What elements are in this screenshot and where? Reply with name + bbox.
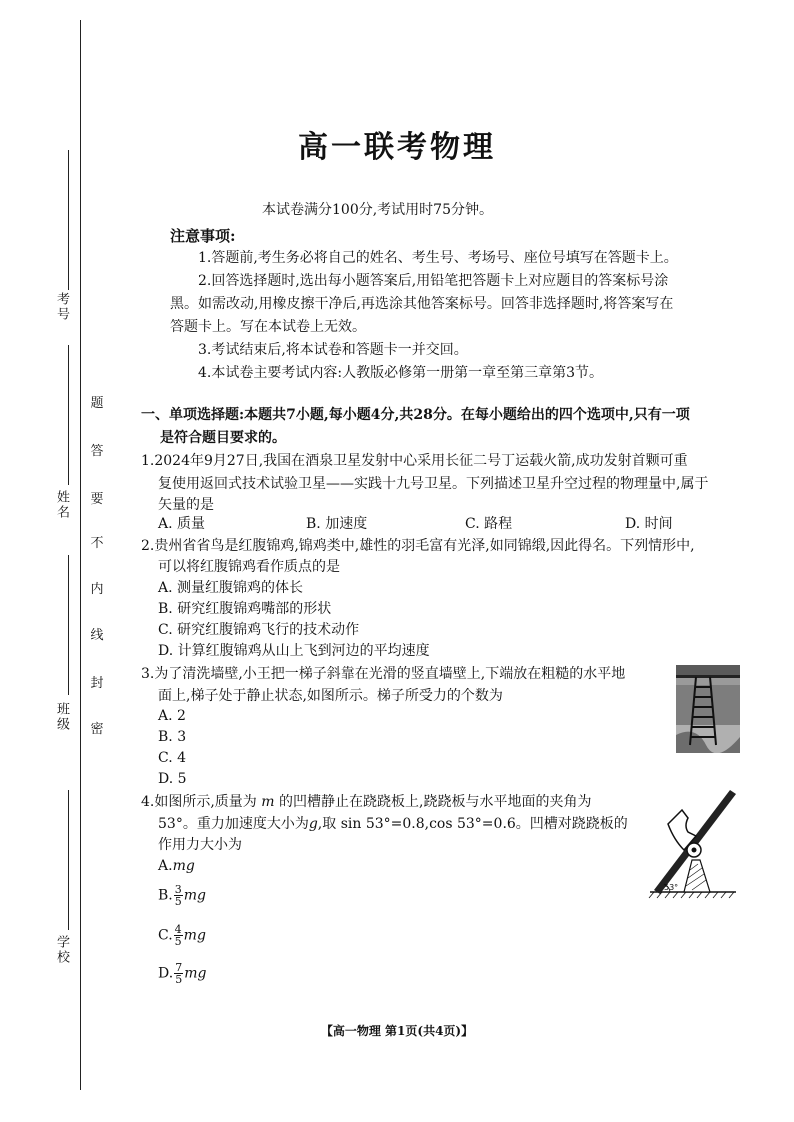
kaohao-underline [68, 150, 69, 290]
q3-option-a: A. 2 [158, 708, 186, 724]
q1-option-a: A. 质量 [158, 516, 206, 532]
ladder-photo [676, 665, 740, 753]
q1-option-c: C. 路程 [465, 516, 513, 532]
banji-underline [68, 555, 69, 695]
notice-item-2-cont: 答题卡上。写在本试卷上无效。 [170, 319, 366, 335]
question-3-stem: 3.为了清洗墙壁,小王把一梯子斜靠在光滑的竖直墙壁上,下端放在粗糙的水平地 [141, 666, 626, 682]
seesaw-diagram [640, 780, 740, 900]
notice-item-3: 3.考试结束后,将本试卷和答题卡一并交回。 [198, 342, 468, 358]
q2-option-a: A. 测量红腹锦鸡的体长 [158, 580, 304, 596]
binding-line [80, 20, 81, 1090]
q2-option-d: D. 计算红腹锦鸡从山上飞到河边的平均速度 [158, 643, 430, 659]
q3-option-c: C. 4 [158, 750, 187, 766]
q3-option-d: D. 5 [158, 771, 187, 787]
exam-intro: 本试卷满分100分,考试用时75分钟。 [262, 202, 493, 218]
g-symbol: g [308, 816, 318, 832]
banji-label: 班级 [54, 702, 69, 732]
q4-option-a: A.mg [158, 858, 195, 874]
section-heading-cont: 是符合题目要求的。 [160, 430, 286, 446]
q2-option-c: C. 研究红腹锦鸡飞行的技术动作 [158, 622, 360, 638]
page-title: 高一联考物理 [298, 130, 496, 165]
angle-label: 53° [664, 883, 679, 892]
q4-option-d: D. $\frac{7}{5}$ mg [158, 961, 207, 986]
kaohao-label: 考号 [54, 292, 69, 322]
fraction: $\frac{4}{5}$ [174, 923, 182, 948]
question-2-stem-cont: 可以将红腹锦鸡看作质点的是 [158, 559, 340, 575]
section-heading: 一、单项选择题:本题共7小题,每小题4分,共28分。在每小题给出的四个选项中,只有一项 [141, 407, 690, 423]
question-3-stem-cont: 面上,梯子处于静止状态,如图所示。梯子所受力的个数为 [158, 688, 503, 704]
question-1-stem-cont: 矢量的是 [158, 497, 214, 513]
q3-option-b: B. 3 [158, 729, 187, 745]
fraction: $\frac{7}{5}$ [175, 961, 183, 986]
xingming-label: 姓名 [54, 490, 69, 520]
question-4-stem: 4.如图所示,质量为 m 的凹槽静止在跷跷板上,跷跷板与水平地面的夹角为 [141, 794, 592, 810]
notice-heading: 注意事项: [170, 227, 236, 245]
notice-item-2: 2.回答选择题时,选出每小题答案后,用铅笔把答题卡上对应题目的答案标号涂 [198, 273, 669, 289]
question-1-stem-cont: 复使用返回式技术试验卫星——实践十九号卫星。下列描述卫星升空过程的物理量中,属于 [158, 476, 709, 492]
question-1-stem: 1.2024年9月27日,我国在酒泉卫星发射中心采用长征二号丁运载火箭,成功发射首颗可重 [141, 453, 688, 469]
seal-char: 封 [90, 676, 104, 691]
fraction: $\frac{3}{5}$ [174, 883, 182, 908]
q1-option-d: D. 时间 [625, 516, 673, 532]
mass-symbol: m [261, 794, 275, 810]
seal-char: 题 [90, 396, 104, 411]
xingming-underline [68, 345, 69, 485]
question-4-stem-cont: 作用力大小为 [158, 837, 242, 853]
page-footer: 【高一物理 第1页(共4页)】 [320, 1024, 474, 1038]
seal-char: 内 [90, 582, 104, 597]
q1-option-b: B. 加速度 [306, 516, 368, 532]
question-4-stem-cont: 53°。重力加速度大小为g,取 sin 53°=0.8,cos 53°=0.6。凹槽对跷跷板的 [158, 816, 628, 832]
q2-option-b: B. 研究红腹锦鸡嘴部的形状 [158, 601, 332, 617]
q4-option-b: B. $\frac{3}{5}$ mg [158, 883, 206, 908]
xuexiao-label: 学校 [54, 935, 69, 965]
seal-char: 不 [90, 536, 104, 551]
seal-char: 要 [90, 492, 104, 507]
seal-char: 线 [90, 628, 104, 643]
notice-item-4: 4.本试卷主要考试内容:人教版必修第一册第一章至第三章第3节。 [198, 365, 603, 381]
seal-char: 答 [90, 444, 104, 459]
seal-char: 密 [90, 722, 104, 737]
xuexiao-underline [68, 790, 69, 930]
notice-item-1: 1.答题前,考生务必将自己的姓名、考生号、考场号、座位号填写在答题卡上。 [198, 250, 678, 266]
notice-item-2-cont: 黑。如需改动,用橡皮擦干净后,再选涂其他答案标号。回答非选择题时,将答案写在 [170, 296, 674, 312]
question-2-stem: 2.贵州省省鸟是红腹锦鸡,锦鸡类中,雄性的羽毛富有光泽,如同锦缎,因此得名。下列情形中, [141, 538, 695, 554]
q4-option-c: C. $\frac{4}{5}$ mg [158, 923, 206, 948]
